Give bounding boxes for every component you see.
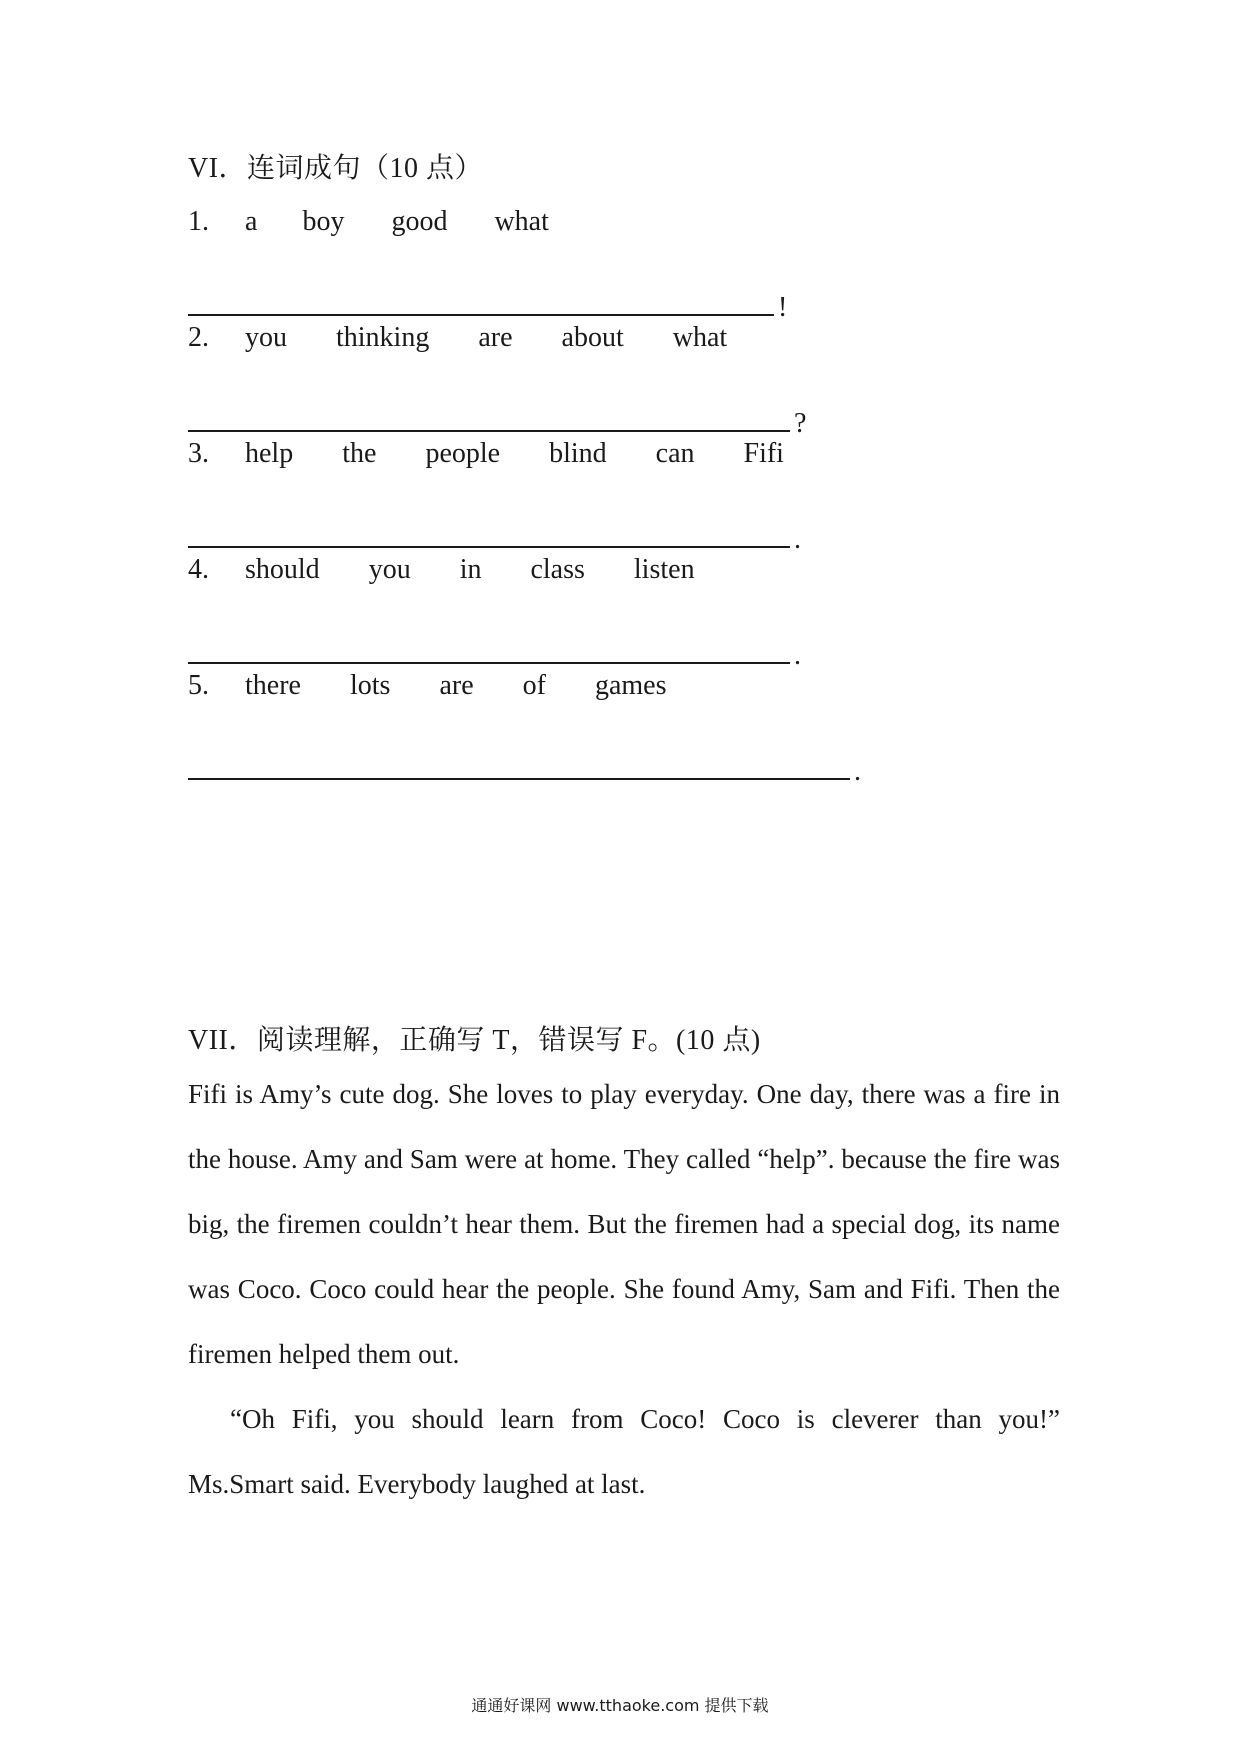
footer-credit: 通通好课网 www.tthaoke.com 提供下载: [471, 1696, 769, 1715]
item-word: are: [478, 322, 513, 353]
answer-blank[interactable]: [188, 776, 850, 780]
passage-paragraph-1: Fifi is Amy’s cute dog. She loves to play everyday. One day, there was a fire in the house. Amy and Sam were at home. They called “help”. because the fire was big, the firemen couldn’t hear them. But the firemen had a special dog, its name was Coco. Coco could hear the people. She found Amy, Sam and Fifi. Then the firemen helped them out.: [188, 1079, 1060, 1369]
section-7-title: VII．阅读理解，正确写 T，错误写 F。(10 点): [188, 1025, 761, 1056]
item-word: class: [530, 554, 585, 585]
item-word: listen: [633, 554, 695, 585]
item-word: lots: [349, 670, 391, 701]
item-word: good: [391, 206, 448, 237]
item-number: 4.: [188, 554, 209, 585]
item-1-prompt: [188, 206, 591, 238]
end-mark: .: [794, 640, 801, 671]
item-word: there: [245, 670, 301, 701]
item-word: a: [245, 206, 258, 237]
item-word: what: [494, 206, 549, 237]
end-mark: .: [794, 524, 801, 555]
item-number: 1.: [188, 206, 209, 237]
end-mark: .: [854, 756, 861, 787]
end-mark: !: [778, 292, 788, 323]
item-number: 3.: [188, 438, 209, 469]
item-5-answer-line[interactable]: [188, 756, 861, 788]
item-3-prompt: [188, 438, 826, 470]
item-2-prompt: [188, 322, 769, 354]
item-word: Fifi: [743, 438, 784, 469]
end-mark: ?: [794, 408, 807, 439]
item-word: blind: [549, 438, 607, 469]
item-word: of: [522, 670, 546, 701]
answer-blank[interactable]: [188, 428, 790, 432]
item-3-answer-line[interactable]: [188, 524, 801, 556]
item-number: 2.: [188, 322, 209, 353]
item-2-answer-line[interactable]: [188, 408, 806, 440]
item-1-answer-line[interactable]: [188, 292, 787, 324]
reading-passage: [188, 1062, 1060, 1517]
item-word: games: [594, 670, 667, 701]
item-word: thinking: [336, 322, 430, 353]
item-word: you: [368, 554, 411, 585]
item-word: what: [672, 322, 728, 353]
item-word: should: [245, 554, 320, 585]
item-word: are: [439, 670, 474, 701]
item-word: about: [561, 322, 624, 353]
answer-blank[interactable]: [188, 312, 774, 316]
item-word: people: [425, 438, 501, 469]
item-word: the: [342, 438, 377, 469]
item-word: help: [245, 438, 294, 469]
item-word: in: [459, 554, 482, 585]
item-5-prompt: [188, 670, 708, 702]
answer-blank[interactable]: [188, 544, 790, 548]
passage-paragraph-2: “Oh Fifi, you should learn from Coco! Coco is cleverer than you!” Ms.Smart said. Everybody laughed at last.: [188, 1404, 1060, 1499]
answer-blank[interactable]: [188, 660, 790, 664]
section-6-title: VI．连词成句（10 点）: [188, 153, 484, 184]
item-word: boy: [302, 206, 345, 237]
item-number: 5.: [188, 670, 209, 701]
item-word: you: [245, 322, 287, 353]
item-4-prompt: [188, 554, 737, 586]
item-4-answer-line[interactable]: [188, 640, 801, 672]
item-word: can: [655, 438, 695, 469]
